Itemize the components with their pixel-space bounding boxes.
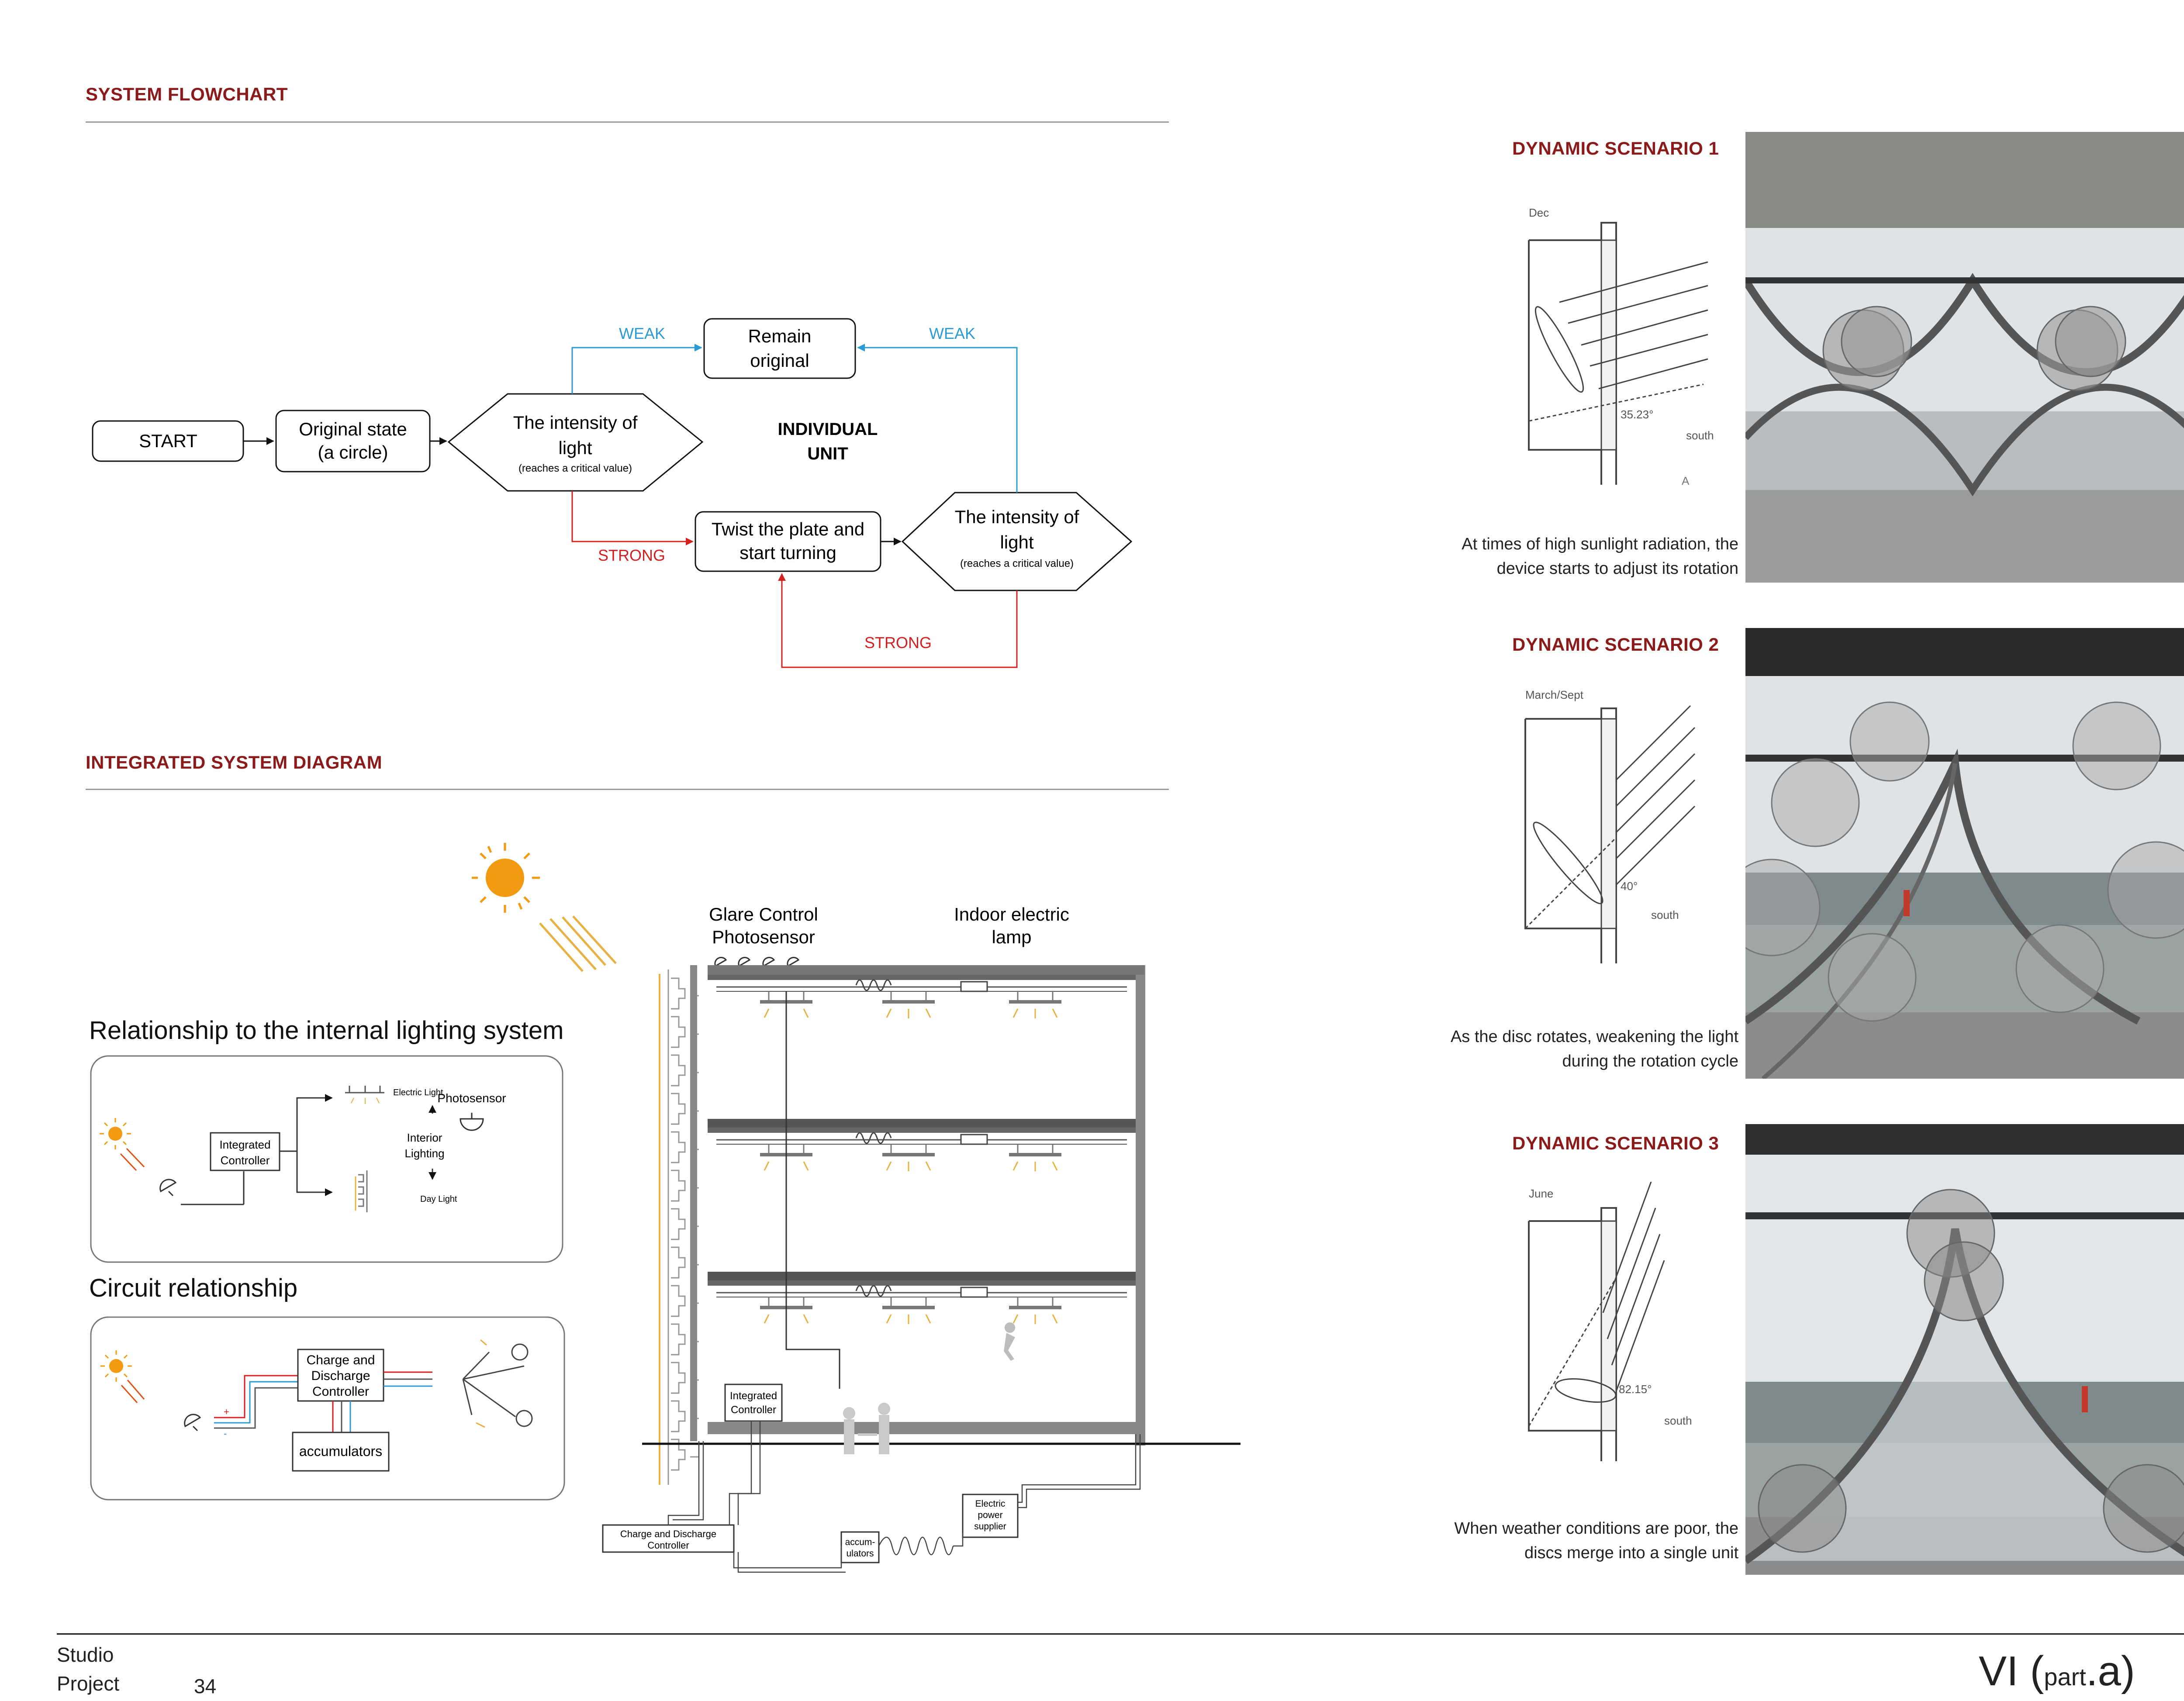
interior-lighting-label-1: Interior xyxy=(407,1131,442,1144)
remain-label-1: Remain xyxy=(748,326,812,346)
scenario-3-angle: 82.15° xyxy=(1619,1383,1652,1396)
day-light-label: Day Light xyxy=(420,1194,457,1204)
integrated-title: INTEGRATED SYSTEM DIAGRAM xyxy=(86,752,383,773)
scenario-1-caption-line-1: At times of high sunlight radiation, the xyxy=(1462,535,1738,553)
cdc-label-1: Charge and xyxy=(306,1353,375,1367)
scenario-3-photo-art xyxy=(1745,1124,2184,1575)
footer-rule xyxy=(57,1633,2184,1635)
page-number: 34 xyxy=(194,1675,217,1698)
intensity2-label-1: The intensity of xyxy=(954,507,1079,527)
scenario-3-photo xyxy=(1745,1124,2184,1575)
relationship-title: Relationship to the internal lighting system xyxy=(89,1016,564,1045)
individual-label-1: INDIVIDUAL xyxy=(778,420,878,439)
accumulators-label: accumulators xyxy=(299,1443,383,1459)
scenario-2-photo xyxy=(1745,628,2184,1079)
floor-slab-2 xyxy=(708,1272,1136,1281)
rel-controller-label-2: Controller xyxy=(220,1154,270,1167)
scenario-1-angle: 35.23° xyxy=(1621,408,1654,421)
intensity1-label-3: (reaches a critical value) xyxy=(518,462,632,474)
scenario-2-caption-line-2: during the rotation cycle xyxy=(1562,1052,1738,1070)
individual-label-2: UNIT xyxy=(807,444,848,463)
large-sun-icon xyxy=(472,843,540,913)
scenario-1-mark: A xyxy=(1682,474,1690,487)
lamp-label-2: lamp xyxy=(992,927,1032,947)
scenario-2-angle: 40° xyxy=(1621,880,1638,893)
scenario-1-photo xyxy=(1745,132,2184,583)
intensity1-label-1: The intensity of xyxy=(513,412,638,433)
scenario-2-title: DYNAMIC SCENARIO 2 xyxy=(1512,634,1719,655)
weak-label-right: WEAK xyxy=(929,324,976,342)
glare-label-2: Photosensor xyxy=(712,927,815,947)
strong-path-left xyxy=(572,491,693,542)
footer-studio: Studio xyxy=(57,1643,114,1666)
chapter-roman: VI ( xyxy=(1979,1648,2044,1694)
scenario-3-caption-line-2: discs merge into a single unit xyxy=(1524,1544,1738,1562)
section-acc-label-2: ulators xyxy=(846,1549,874,1559)
scenario-1-month: Dec xyxy=(1529,206,1549,219)
plus-sign: + xyxy=(224,1406,229,1417)
chapter-part: part xyxy=(2044,1663,2086,1691)
floor-lighting-fixtures xyxy=(708,975,1136,1018)
section-acc-label-1: accum- xyxy=(845,1537,875,1547)
scenario-2-caption-line-1: As the disc rotates, weakening the light xyxy=(1450,1028,1738,1046)
cdc-label-2: Discharge xyxy=(311,1369,370,1383)
intensity2-label-3: (reaches a critical value) xyxy=(960,558,1074,569)
scenario-3-caption-line-1: When weather conditions are poor, the xyxy=(1454,1519,1738,1538)
scenario-3-sketch xyxy=(1516,1182,1717,1470)
weak-path-left xyxy=(572,348,702,394)
section-eps-label-3: supplier xyxy=(974,1522,1006,1532)
photosensor-label: Photosensor xyxy=(437,1091,506,1105)
glare-label-1: Glare Control xyxy=(709,904,818,925)
remain-label-2: original xyxy=(750,350,809,371)
adaptive-veil-facade xyxy=(660,970,668,1485)
rel-controller-label-1: Integrated xyxy=(219,1138,271,1151)
electric-light-label: Electric Light xyxy=(393,1088,443,1097)
building-section-diagram xyxy=(472,830,1275,1616)
glare-sensors-icon xyxy=(715,957,798,966)
original-state-label-1: Original state xyxy=(299,419,407,439)
footer-project: Project xyxy=(57,1672,120,1695)
twist-label-1: Twist the plate and xyxy=(711,519,865,539)
section-controller-label-2: Controller xyxy=(730,1404,777,1416)
scenario-2-month: March/Sept xyxy=(1525,688,1583,701)
scenario-2-photo-art xyxy=(1745,628,2184,1079)
system-flowchart xyxy=(0,0,1179,699)
floor-lighting-fixtures xyxy=(708,1128,1136,1171)
lamp-label-1: Indoor electric xyxy=(954,904,1069,925)
scenario-3-month: June xyxy=(1529,1187,1554,1200)
original-state-label-2: (a circle) xyxy=(318,442,388,462)
ground-slab xyxy=(708,1422,1144,1434)
interior-lighting-label-2: Lighting xyxy=(404,1147,445,1160)
intensity2-label-2: light xyxy=(1000,532,1034,552)
twist-label-2: start turning xyxy=(740,542,836,563)
weak-label-left: WEAK xyxy=(619,324,666,342)
roof-slab xyxy=(708,965,1144,975)
flowchart-title: SYSTEM FLOWCHART xyxy=(86,84,288,104)
section-cdc-label-2: Controller xyxy=(647,1540,689,1551)
chapter-label xyxy=(1979,1647,2135,1701)
section-controller-label-1: Integrated xyxy=(729,1390,778,1402)
section-eps-label-2: power xyxy=(978,1510,1003,1520)
scenario-1-sketch xyxy=(1516,205,1717,493)
scenario-2-caption xyxy=(1406,1025,1738,1073)
strong-label-bottom: STRONG xyxy=(864,634,932,652)
cdc-label-3: Controller xyxy=(312,1384,370,1399)
intensity1-label-2: light xyxy=(558,438,592,458)
start-label: START xyxy=(139,431,197,451)
floor-lighting-fixtures xyxy=(708,1280,1136,1324)
interior-right-wall xyxy=(1136,965,1145,1446)
scenario-1-photo-art xyxy=(1745,132,2184,583)
sun-rays xyxy=(540,916,616,971)
integrated-divider xyxy=(86,789,1169,790)
scenario-1-south: south xyxy=(1686,429,1714,442)
scenario-3-caption xyxy=(1406,1516,1738,1565)
section-eps-label-1: Electric xyxy=(975,1499,1006,1509)
scenario-2-south: south xyxy=(1651,908,1679,921)
scenario-3-south: south xyxy=(1664,1414,1692,1427)
scenario-1-caption xyxy=(1406,532,1738,581)
weak-path-right xyxy=(858,348,1017,493)
scenario-3-title: DYNAMIC SCENARIO 3 xyxy=(1512,1133,1719,1153)
floor-slab-1 xyxy=(708,1119,1136,1128)
exterior-wall xyxy=(690,965,697,1441)
section-cdc-label-1: Charge and Discharge xyxy=(620,1528,717,1539)
scenario-2-sketch xyxy=(1516,684,1717,972)
minus-sign: - xyxy=(224,1428,227,1439)
strong-label-left: STRONG xyxy=(598,546,666,564)
controller-wire-right xyxy=(786,1306,840,1389)
scenario-1-title: DYNAMIC SCENARIO 1 xyxy=(1512,138,1719,159)
chapter-suffix: .a) xyxy=(2086,1648,2135,1694)
scenario-1-caption-line-2: device starts to adjust its rotation xyxy=(1496,559,1738,578)
circuit-title: Circuit relationship xyxy=(89,1274,298,1302)
running-figure xyxy=(1004,1322,1015,1361)
